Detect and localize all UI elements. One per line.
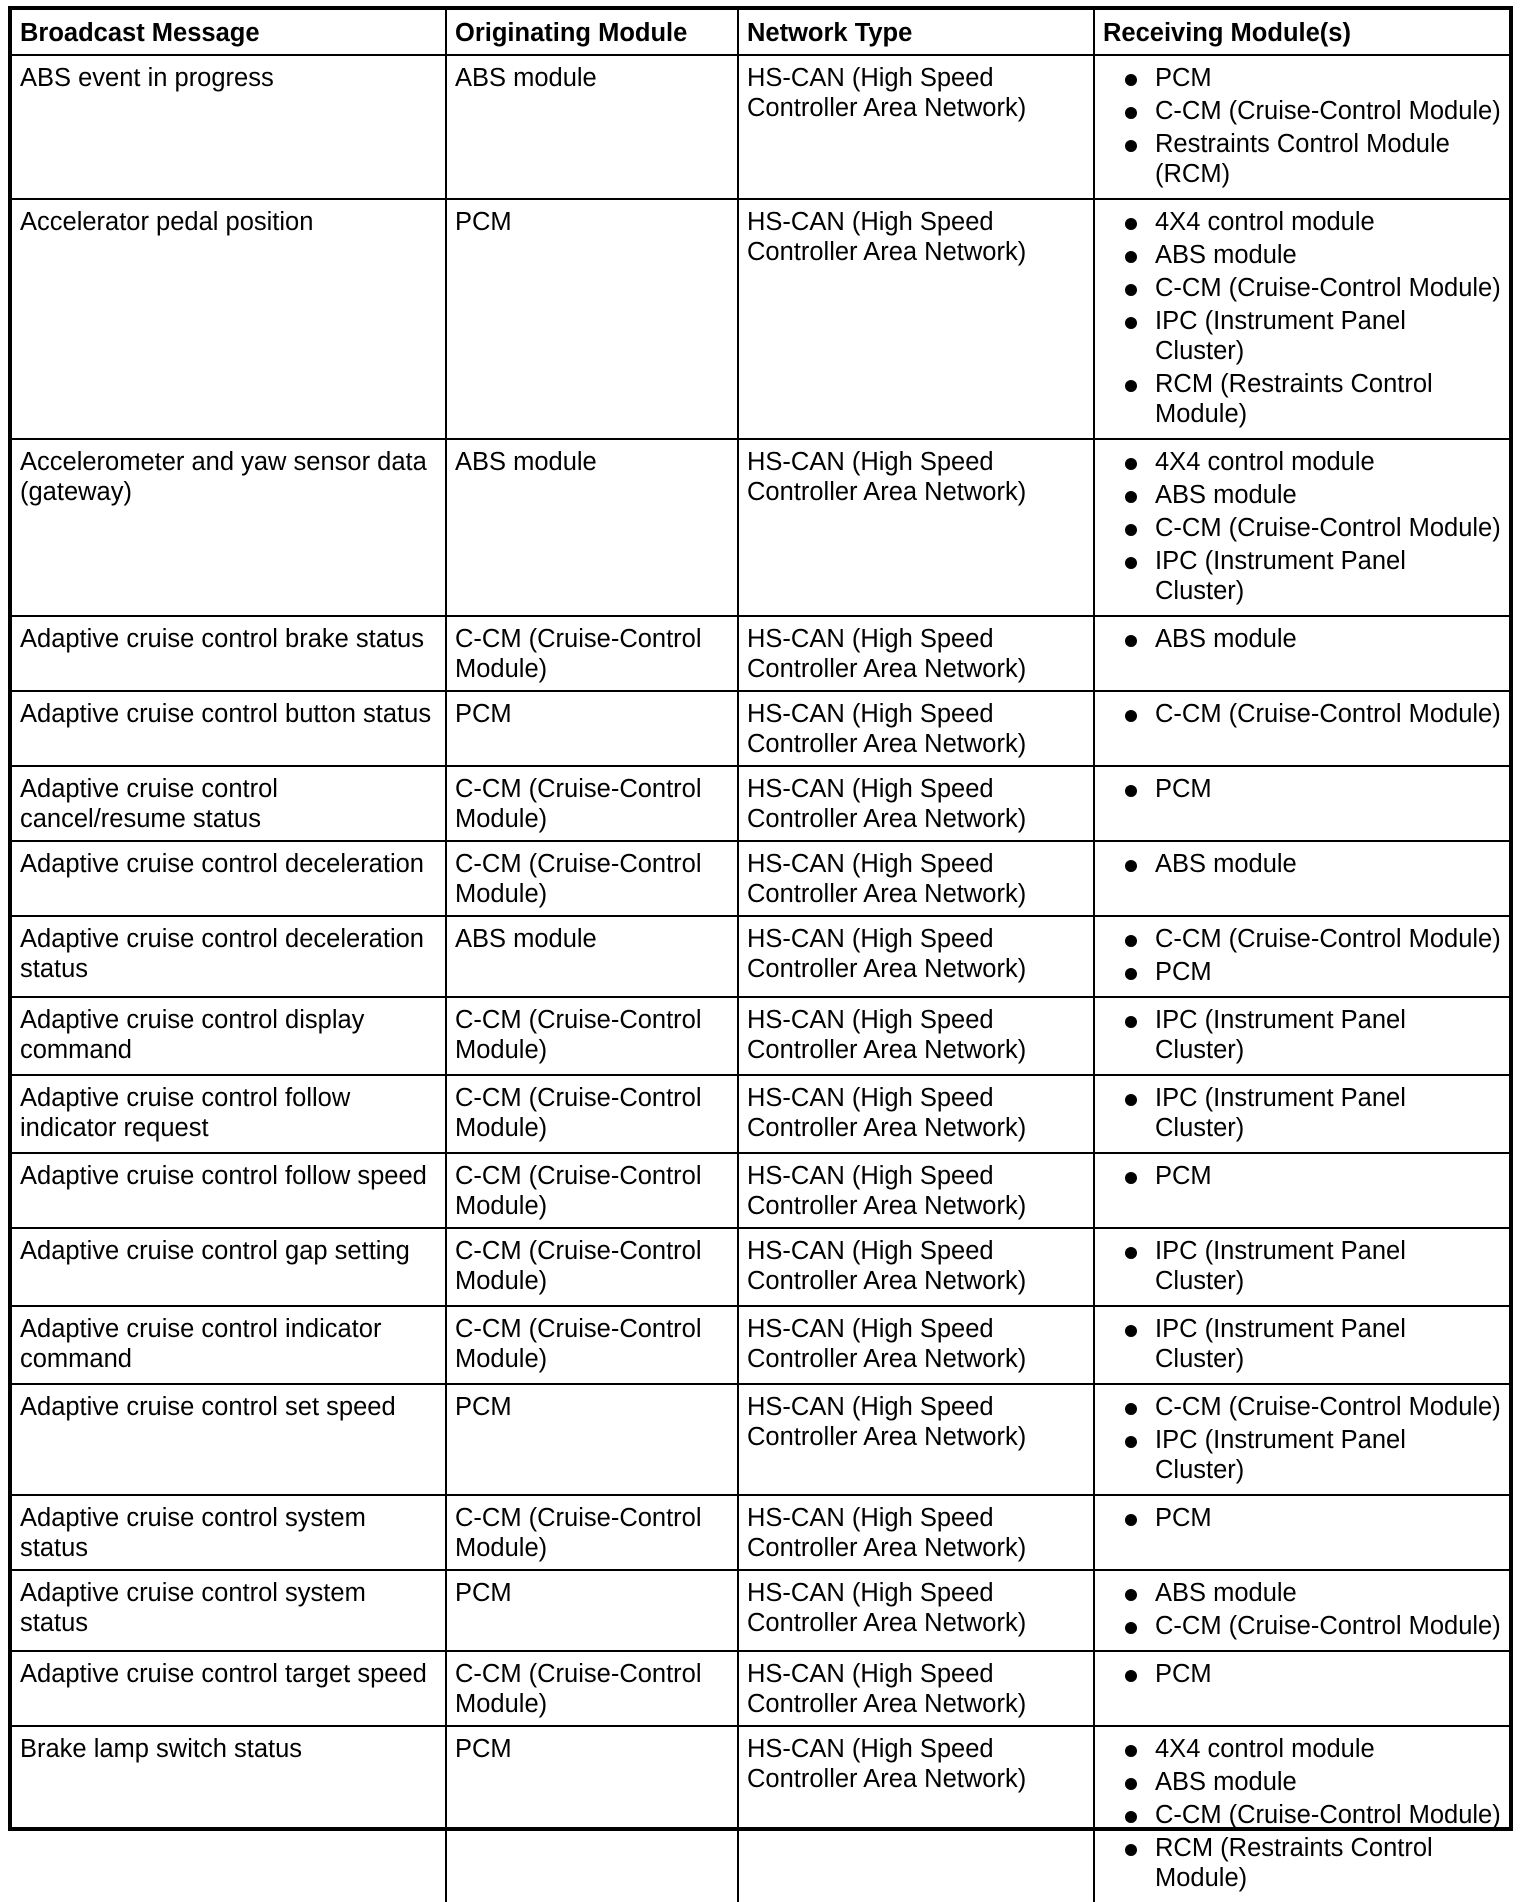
receiving-modules-list — [1103, 63, 1501, 189]
header-receiving-modules: Receiving Module(s) — [1094, 10, 1509, 55]
broadcast-message-table — [12, 10, 1509, 1902]
receiving-modules-cell — [1094, 766, 1509, 841]
originating-module-cell: ABS module — [446, 55, 738, 199]
receiving-modules-cell — [1094, 616, 1509, 691]
receiving-modules-list — [1103, 1659, 1501, 1689]
receiving-module-item: PCM — [1103, 63, 1501, 93]
table-row — [12, 1228, 1509, 1306]
originating-module-cell: C-CM (Cruise-Control Module) — [446, 1495, 738, 1570]
broadcast-message-cell: Adaptive cruise control gap setting — [12, 1228, 446, 1306]
receiving-modules-cell — [1094, 1570, 1509, 1651]
receiving-modules-cell — [1094, 1228, 1509, 1306]
table-row — [12, 841, 1509, 916]
receiving-modules-cell — [1094, 841, 1509, 916]
network-type-cell: HS-CAN (High Speed Controller Area Network) — [738, 616, 1094, 691]
header-network-type: Network Type — [738, 10, 1094, 55]
receiving-modules-cell — [1094, 1306, 1509, 1384]
table-row — [12, 1306, 1509, 1384]
broadcast-message-table-frame — [8, 6, 1513, 1892]
receiving-modules-list — [1103, 1161, 1501, 1191]
originating-module-cell: C-CM (Cruise-Control Module) — [446, 1651, 738, 1726]
network-type-cell: HS-CAN (High Speed Controller Area Network) — [738, 1228, 1094, 1306]
table-row — [12, 916, 1509, 997]
originating-module-cell: PCM — [446, 1570, 738, 1651]
receiving-modules-list — [1103, 447, 1501, 606]
receiving-module-item: ABS module — [1103, 480, 1501, 510]
table-row — [12, 1075, 1509, 1153]
receiving-module-item: IPC (Instrument Panel Cluster) — [1103, 1425, 1501, 1485]
receiving-modules-list — [1103, 624, 1501, 654]
receiving-modules-list — [1103, 1503, 1501, 1533]
network-type-cell: HS-CAN (High Speed Controller Area Network) — [738, 199, 1094, 439]
receiving-modules-cell — [1094, 439, 1509, 616]
broadcast-message-cell: Accelerometer and yaw sensor data (gateway) — [12, 439, 446, 616]
receiving-module-item: C-CM (Cruise-Control Module) — [1103, 1800, 1501, 1830]
receiving-module-item: ABS module — [1103, 624, 1501, 654]
receiving-modules-list — [1103, 1236, 1501, 1296]
network-type-cell: HS-CAN (High Speed Controller Area Network) — [738, 841, 1094, 916]
receiving-modules-list — [1103, 1734, 1501, 1893]
receiving-modules-list — [1103, 207, 1501, 429]
network-type-cell: HS-CAN (High Speed Controller Area Network) — [738, 1075, 1094, 1153]
receiving-module-item: ABS module — [1103, 1578, 1501, 1608]
broadcast-message-cell: ABS event in progress — [12, 55, 446, 199]
originating-module-cell: C-CM (Cruise-Control Module) — [446, 616, 738, 691]
receiving-module-item: C-CM (Cruise-Control Module) — [1103, 699, 1501, 729]
originating-module-cell: PCM — [446, 199, 738, 439]
table-row — [12, 1495, 1509, 1570]
receiving-module-item: IPC (Instrument Panel Cluster) — [1103, 546, 1501, 606]
table-row — [12, 1384, 1509, 1495]
network-type-cell: HS-CAN (High Speed Controller Area Network) — [738, 997, 1094, 1075]
receiving-modules-list — [1103, 1392, 1501, 1485]
receiving-module-item: ABS module — [1103, 240, 1501, 270]
receiving-module-item: C-CM (Cruise-Control Module) — [1103, 273, 1501, 303]
table-row — [12, 1726, 1509, 1902]
receiving-modules-list — [1103, 1083, 1501, 1143]
receiving-modules-list — [1103, 849, 1501, 879]
originating-module-cell: PCM — [446, 1384, 738, 1495]
receiving-modules-cell — [1094, 1384, 1509, 1495]
table-row — [12, 55, 1509, 199]
broadcast-message-cell: Adaptive cruise control deceleration — [12, 841, 446, 916]
receiving-modules-list — [1103, 699, 1501, 729]
broadcast-message-cell: Adaptive cruise control display command — [12, 997, 446, 1075]
receiving-module-item: PCM — [1103, 1161, 1501, 1191]
receiving-modules-list — [1103, 1314, 1501, 1374]
receiving-modules-cell — [1094, 1153, 1509, 1228]
broadcast-message-cell: Adaptive cruise control target speed — [12, 1651, 446, 1726]
broadcast-message-cell: Adaptive cruise control deceleration status — [12, 916, 446, 997]
table-row — [12, 1153, 1509, 1228]
network-type-cell: HS-CAN (High Speed Controller Area Network) — [738, 439, 1094, 616]
receiving-modules-cell — [1094, 199, 1509, 439]
header-broadcast-message: Broadcast Message — [12, 10, 446, 55]
receiving-module-item: Restraints Control Module (RCM) — [1103, 129, 1501, 189]
broadcast-message-cell: Adaptive cruise control button status — [12, 691, 446, 766]
originating-module-cell: C-CM (Cruise-Control Module) — [446, 1228, 738, 1306]
broadcast-message-cell: Accelerator pedal position — [12, 199, 446, 439]
receiving-module-item: PCM — [1103, 1659, 1501, 1689]
originating-module-cell: C-CM (Cruise-Control Module) — [446, 841, 738, 916]
network-type-cell: HS-CAN (High Speed Controller Area Network) — [738, 916, 1094, 997]
receiving-module-item: IPC (Instrument Panel Cluster) — [1103, 1314, 1501, 1374]
broadcast-message-cell: Adaptive cruise control brake status — [12, 616, 446, 691]
table-row — [12, 439, 1509, 616]
broadcast-message-cell: Adaptive cruise control set speed — [12, 1384, 446, 1495]
table-body — [12, 55, 1509, 1902]
table-row — [12, 691, 1509, 766]
receiving-module-item: IPC (Instrument Panel Cluster) — [1103, 1083, 1501, 1143]
network-type-cell: HS-CAN (High Speed Controller Area Network) — [738, 766, 1094, 841]
receiving-module-item: ABS module — [1103, 849, 1501, 879]
originating-module-cell: PCM — [446, 1726, 738, 1902]
receiving-modules-list — [1103, 774, 1501, 804]
originating-module-cell: C-CM (Cruise-Control Module) — [446, 997, 738, 1075]
network-type-cell: HS-CAN (High Speed Controller Area Network) — [738, 1495, 1094, 1570]
header-originating-module: Originating Module — [446, 10, 738, 55]
broadcast-message-cell: Adaptive cruise control follow indicator request — [12, 1075, 446, 1153]
receiving-module-item: PCM — [1103, 1503, 1501, 1533]
receiving-module-item: 4X4 control module — [1103, 207, 1501, 237]
broadcast-message-cell: Adaptive cruise control cancel/resume status — [12, 766, 446, 841]
receiving-modules-cell — [1094, 916, 1509, 997]
receiving-modules-list — [1103, 924, 1501, 987]
table-row — [12, 616, 1509, 691]
originating-module-cell: ABS module — [446, 916, 738, 997]
table-row — [12, 997, 1509, 1075]
broadcast-message-cell: Brake lamp switch status — [12, 1726, 446, 1902]
receiving-module-item: RCM (Restraints Control Module) — [1103, 1833, 1501, 1893]
receiving-modules-cell — [1094, 1075, 1509, 1153]
receiving-module-item: ABS module — [1103, 1767, 1501, 1797]
table-header-row — [12, 10, 1509, 55]
receiving-modules-cell — [1094, 55, 1509, 199]
originating-module-cell: C-CM (Cruise-Control Module) — [446, 766, 738, 841]
receiving-module-item: C-CM (Cruise-Control Module) — [1103, 1392, 1501, 1422]
receiving-module-item: RCM (Restraints Control Module) — [1103, 369, 1501, 429]
receiving-module-item: 4X4 control module — [1103, 1734, 1501, 1764]
network-type-cell: HS-CAN (High Speed Controller Area Network) — [738, 1384, 1094, 1495]
originating-module-cell: C-CM (Cruise-Control Module) — [446, 1075, 738, 1153]
receiving-module-item: IPC (Instrument Panel Cluster) — [1103, 306, 1501, 366]
table-row — [12, 1651, 1509, 1726]
broadcast-message-cell: Adaptive cruise control follow speed — [12, 1153, 446, 1228]
table-row — [12, 1570, 1509, 1651]
receiving-module-item: 4X4 control module — [1103, 447, 1501, 477]
originating-module-cell: PCM — [446, 691, 738, 766]
network-type-cell: HS-CAN (High Speed Controller Area Network) — [738, 691, 1094, 766]
table-row — [12, 766, 1509, 841]
receiving-module-item: C-CM (Cruise-Control Module) — [1103, 96, 1501, 126]
receiving-module-item: C-CM (Cruise-Control Module) — [1103, 513, 1501, 543]
network-type-cell: HS-CAN (High Speed Controller Area Network) — [738, 1153, 1094, 1228]
broadcast-message-cell: Adaptive cruise control indicator command — [12, 1306, 446, 1384]
receiving-modules-cell — [1094, 1726, 1509, 1902]
receiving-module-item: IPC (Instrument Panel Cluster) — [1103, 1005, 1501, 1065]
table-row — [12, 199, 1509, 439]
receiving-module-item: C-CM (Cruise-Control Module) — [1103, 924, 1501, 954]
network-type-cell: HS-CAN (High Speed Controller Area Network) — [738, 1726, 1094, 1902]
originating-module-cell: ABS module — [446, 439, 738, 616]
network-type-cell: HS-CAN (High Speed Controller Area Network) — [738, 1306, 1094, 1384]
receiving-modules-cell — [1094, 1651, 1509, 1726]
originating-module-cell: C-CM (Cruise-Control Module) — [446, 1153, 738, 1228]
network-type-cell: HS-CAN (High Speed Controller Area Network) — [738, 55, 1094, 199]
receiving-modules-cell — [1094, 691, 1509, 766]
receiving-module-item: C-CM (Cruise-Control Module) — [1103, 1611, 1501, 1641]
network-type-cell: HS-CAN (High Speed Controller Area Network) — [738, 1570, 1094, 1651]
originating-module-cell: C-CM (Cruise-Control Module) — [446, 1306, 738, 1384]
receiving-modules-list — [1103, 1578, 1501, 1641]
receiving-module-item: PCM — [1103, 957, 1501, 987]
receiving-module-item: IPC (Instrument Panel Cluster) — [1103, 1236, 1501, 1296]
receiving-modules-cell — [1094, 997, 1509, 1075]
broadcast-message-cell: Adaptive cruise control system status — [12, 1570, 446, 1651]
receiving-module-item: PCM — [1103, 774, 1501, 804]
network-type-cell: HS-CAN (High Speed Controller Area Network) — [738, 1651, 1094, 1726]
broadcast-message-cell: Adaptive cruise control system status — [12, 1495, 446, 1570]
receiving-modules-list — [1103, 1005, 1501, 1065]
receiving-modules-cell — [1094, 1495, 1509, 1570]
